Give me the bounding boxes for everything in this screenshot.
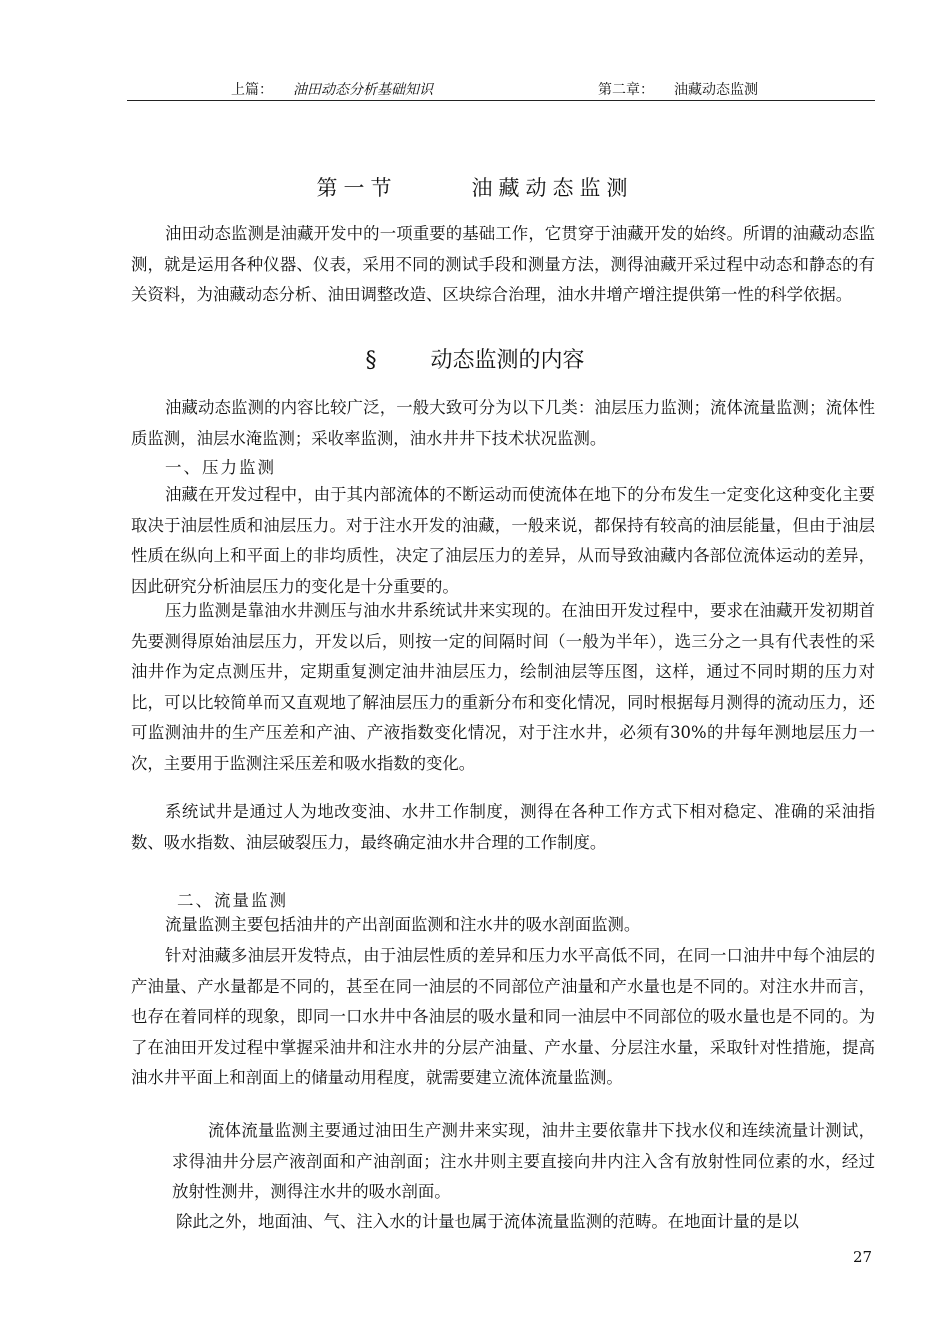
section-number: 第一节 [316,176,398,200]
header-part [231,79,433,99]
heading-flow: 二、流量监测 [177,891,288,910]
subsection-title [0,343,950,374]
page-header [127,78,875,101]
intro-paragraph: 油田动态监测是油藏开发中的一项重要的基础工作，它贯穿于油藏开发的始终。所谓的油藏动态监测，就是运用各种仪器、仪表，采用不同的测试手段和测量方法，测得油藏开采过程中动态和静态的有关资料，为油藏动态分析、油田调整改造、区块综合治理，油水井增产增注提供第一性的科学依据。 [131,224,875,305]
subsection-title-text: 动态监测的内容 [430,348,585,373]
section-title [0,172,950,202]
flow-paragraph-2: 针对油藏多油层开发特点，由于油层性质的差异和压力水平高低不同，在同一口油井中每个油层的产油量、产水量都是不同的，甚至在同一油层的不同部位产油量和产水量也是不同的。对注水井而言，也存在着同样的现象，即同一口水井中各油层的吸水量和同一油层中不同部位的吸水量也是不同的。为了在油田开发过程中掌握采油井和注水井的分层产油量、产水量、分层注水量，采取针对性措施，提高油水井平面上和剖面上的储量动用程度，就需要建立流体流量监测。 [131,946,875,1088]
flow-paragraph-1: 流量监测主要包括油井的产出剖面监测和注水井的吸水剖面监测。 [165,915,641,934]
content-paragraph: 油藏动态监测的内容比较广泛，一般大致可分为以下几类：油层压力监测；流体流量监测；流体性质监测，油层水淹监测；采收率监测，油水井井下技术状况监测。 [131,398,875,448]
section-symbol: § [365,348,377,373]
pressure-paragraph-3: 系统试井是通过人为地改变油、水井工作制度，测得在各种工作方式下相对稳定、准确的采油指数、吸水指数、油层破裂压力，最终确定油水井合理的工作制度。 [131,802,875,852]
flow-indented-paragraph: 流体流量监测主要通过油田生产测井来实现，油井主要依靠井下找水仪和连续流量计测试，求得油井分层产液剖面和产油剖面；注水井则主要直接向井内注入含有放射性同位素的水，经过放射性测井，测得注水井的吸水剖面。 [172,1121,875,1202]
last-paragraph: 除此之外，地面油、气、注入水的计量也属于流体流量监测的范畴。在地面计量的是以 [176,1212,799,1231]
pressure-paragraph-2: 压力监测是靠油水井测压与油水井系统试井来实现的。在油田开发过程中，要求在油藏开发初期首先要测得原始油层压力，开发以后，则按一定的间隔时间（一般为半年），选三分之一具有代表性的采油井作为定点测压井，定期重复测定油井油层压力，绘制油层等压图，这样，通过不同时期的压力对比，可以比较简单而又直观地了解油层压力的重新分布和变化情况，同时根据每月测得的流动压力，还可监测油井的生产压差和产油、产液指数变化情况，对于注水井，必须有30%的井每年测地层压力一次，主要用于监测注采压差和吸水指数的变化。 [131,601,875,773]
header-part-label: 上篇： [231,82,273,98]
section-title-text: 油藏动态监测 [471,176,634,200]
header-chapter-title: 油藏动态监测 [674,82,758,98]
header-chapter-label: 第二章： [598,82,654,98]
heading-pressure: 一、压力监测 [165,458,276,477]
pressure-paragraph-1: 油藏在开发过程中，由于其内部流体的不断运动而使流体在地下的分布发生一定变化这种变化主要取决于油层性质和油层压力。对于注水开发的油藏，一般来说，都保持有较高的油层能量，但由于油层性质在纵向上和平面上的非均质性，决定了油层压力的差异，从而导致油藏内各部位流体运动的差异，因此研究分析油层压力的变化是十分重要的。 [131,485,875,596]
header-part-title: 油田动态分析基础知识 [293,82,433,98]
page-number: 27 [853,1248,873,1266]
header-chapter [598,79,758,99]
